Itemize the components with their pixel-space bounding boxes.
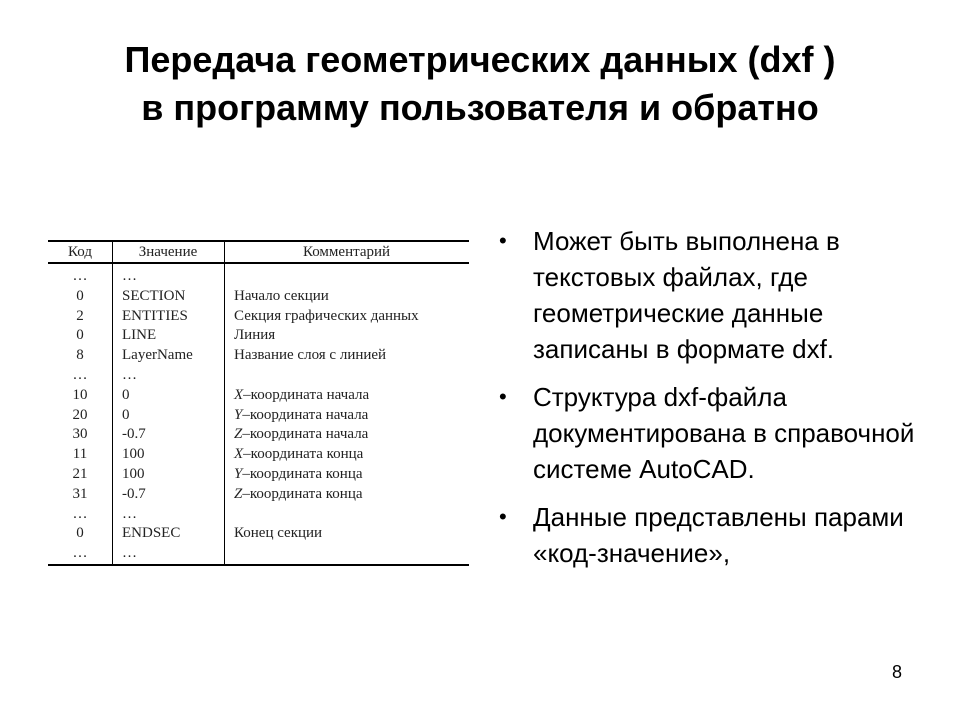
cell-code: … bbox=[72, 545, 88, 562]
cell-code: 0 bbox=[76, 525, 84, 542]
cell-value: SECTION bbox=[122, 287, 186, 304]
header-value: Значение bbox=[138, 244, 198, 260]
header-comment: Комментарий bbox=[302, 244, 391, 260]
comment-text: –координата начала bbox=[242, 426, 369, 443]
comment-text: –координата конца bbox=[243, 446, 364, 463]
cell-comment bbox=[224, 287, 469, 307]
comment-text: Линия bbox=[234, 327, 276, 344]
cell-value: 0 bbox=[122, 406, 130, 423]
bullet-dot-icon: • bbox=[499, 228, 507, 253]
axis-letter: X bbox=[234, 446, 244, 463]
cell-code: 20 bbox=[72, 406, 88, 423]
cell-value: … bbox=[122, 545, 137, 562]
header-code: Код bbox=[68, 244, 92, 260]
cell-value: … bbox=[122, 505, 137, 522]
cell-comment bbox=[224, 505, 469, 525]
cell-comment bbox=[224, 406, 469, 426]
cell-comment bbox=[224, 326, 469, 346]
column-divider bbox=[112, 242, 113, 564]
bullet-item bbox=[497, 379, 917, 487]
bullet-dot-icon: • bbox=[499, 504, 507, 529]
cell-value: LINE bbox=[122, 327, 157, 344]
cell-comment bbox=[224, 544, 469, 564]
cell-code: 0 bbox=[76, 327, 84, 344]
comment-text: –координата начала bbox=[243, 386, 370, 403]
bullet-list bbox=[497, 223, 917, 583]
page-number: 8 bbox=[891, 662, 902, 682]
axis-letter: Y bbox=[234, 465, 243, 482]
cell-code: 21 bbox=[72, 465, 88, 482]
cell-comment bbox=[224, 386, 469, 406]
comment-text: –координата конца bbox=[242, 465, 363, 482]
cell-code: 30 bbox=[72, 426, 88, 443]
cell-code: 2 bbox=[76, 307, 84, 324]
cell-comment bbox=[224, 425, 469, 445]
bullet-text: Структура dxf-файла документирована в справочной системе AutoCAD. bbox=[533, 382, 915, 484]
bullet-item bbox=[497, 499, 917, 571]
cell-code: 0 bbox=[76, 287, 84, 304]
cell-comment bbox=[224, 267, 469, 287]
slide-title bbox=[0, 36, 960, 132]
cell-code: … bbox=[72, 268, 88, 284]
cell-code: … bbox=[72, 366, 88, 383]
cell-value: 0 bbox=[122, 386, 130, 403]
cell-comment bbox=[224, 346, 469, 366]
cell-value: … bbox=[122, 366, 137, 383]
cell-comment bbox=[224, 524, 469, 544]
bullet-item bbox=[497, 223, 917, 367]
cell-code: 31 bbox=[72, 485, 88, 502]
cell-code: 10 bbox=[72, 386, 88, 403]
cell-code: … bbox=[72, 505, 88, 522]
bullet-text: Может быть выполнена в текстовых файлах, где геометрические данные записаны в формате dxf. bbox=[533, 226, 840, 364]
cell-value: -0.7 bbox=[122, 426, 146, 443]
cell-value: ENDSEC bbox=[122, 525, 181, 542]
axis-letter: Y bbox=[234, 406, 243, 423]
axis-letter: X bbox=[234, 386, 244, 403]
cell-comment bbox=[224, 465, 469, 485]
axis-letter: Z bbox=[234, 426, 243, 443]
column-divider bbox=[224, 242, 225, 564]
comment-text: –координата конца bbox=[242, 485, 363, 502]
cell-comment bbox=[224, 445, 469, 465]
bullet-dot-icon: • bbox=[499, 384, 507, 409]
dxf-code-table bbox=[48, 240, 469, 566]
cell-value: 100 bbox=[122, 465, 145, 482]
slide-title-line-2: в программу пользователя и обратно bbox=[141, 87, 819, 128]
bullet-text: Данные представлены парами «код-значение», bbox=[533, 502, 904, 568]
comment-text: Название слоя с линией bbox=[234, 347, 387, 364]
cell-comment bbox=[224, 307, 469, 327]
cell-code: 8 bbox=[76, 347, 84, 364]
comment-text: Секция графических данных bbox=[234, 307, 419, 324]
comment-text: Начало секции bbox=[234, 287, 329, 304]
comment-text: –координата начала bbox=[242, 406, 369, 423]
slide-title-line-1: Передача геометрических данных (dxf ) bbox=[124, 39, 836, 80]
cell-value: -0.7 bbox=[122, 485, 146, 502]
cell-code: 11 bbox=[72, 446, 88, 463]
axis-letter: Z bbox=[234, 485, 243, 502]
cell-value: … bbox=[122, 268, 137, 284]
comment-text: Конец секции bbox=[234, 525, 323, 542]
cell-value: LayerName bbox=[122, 347, 193, 364]
cell-comment bbox=[224, 366, 469, 386]
cell-value: ENTITIES bbox=[122, 307, 188, 324]
cell-comment bbox=[224, 485, 469, 505]
cell-value: 100 bbox=[122, 446, 145, 463]
